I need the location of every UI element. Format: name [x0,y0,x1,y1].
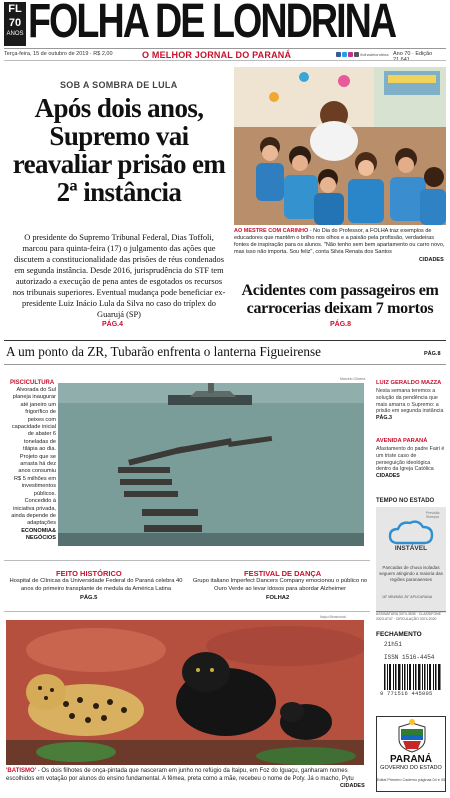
jaguar-photo[interactable] [6,620,364,765]
weather-description: Pancadas de chuva isoladas seguem atingindo a maioria das regiões paranaenses [379,565,443,582]
feito-page-ref[interactable]: PÁG.5 [80,595,98,601]
mid-divider-2 [4,611,370,612]
lead-headline[interactable]: Após dois anos, Supremo vai reavaliar prisão em 2ª instância [12,93,226,207]
facebook-icon [336,52,341,57]
teacher-photo-caption [234,228,446,256]
jaguar-photo-credit: Itaipu Binacional [320,615,346,619]
closing-header: FECHAMENTO [376,631,422,638]
dateline: Terça-feira, 15 de outubro de 2019 · R$ 2,00 [4,51,113,57]
caption3-section[interactable]: CIDADES [340,783,365,789]
instagram-icon [348,52,353,57]
column1-page[interactable]: PÁG.3 [376,415,392,422]
barcode-number: 9 771516 445005 [380,690,433,697]
caption3-body: - Os dois filhotes de onça-pintada que nasceram em junho no refúgio da Itaipu, em Foz do Iguaçu, ganharam nomes escolhidos em votação por alunos do ensino fundamental. A fêmea, preta como a mãe, recebeu o nome de Poty. Já o macho, Pytu [6,768,354,782]
danca-page-ref[interactable]: FOLHA2 [266,595,290,601]
second-headline[interactable]: Acidentes com passageiros em carrocerias deixam 7 mortos [241,282,439,317]
badge-fl: FL [8,3,22,15]
state-seal-icon [377,717,447,755]
column2-text: Afastamento do padre Fairi é um triste caso de perseguição ideológica dentro da Igreja Católica [376,446,445,473]
piscicultura-ref[interactable]: ECONOMIA& NEGÓCIOS [21,527,56,542]
mid-divider [4,560,370,561]
slogan: O MELHOR JORNAL DO PARANÁ [142,50,292,60]
sports-page-ref[interactable]: PÁG.8 [424,351,441,357]
weather-status: INSTÁVEL [394,545,428,552]
caption1-head: AO MESTRE COM CARINHO [234,228,309,234]
header-divider [4,60,446,61]
subscription-info: ASSINATURA 3374-3535 · CLASSIFONE 3323-5747 · CIRCULAÇÃO 3374-2020 [376,612,441,621]
social-icons [336,52,359,57]
teacher-photo-art [234,67,446,225]
weather-source: Previsão Simepar [426,511,440,519]
caption3-head: 'BATISMO' [6,768,37,774]
feito-title[interactable]: FEITO HISTÓRICO [56,569,122,578]
danca-title[interactable]: FESTIVAL DE DANÇA [244,569,322,578]
piscicultura-body [10,387,56,543]
masthead-badge [4,2,26,46]
gov-note: Edital Primeiro Caderno páginas 04 e 05 [376,778,446,782]
column2-title[interactable]: AVENIDA PARANÁ [376,438,428,444]
lead-kicker: SOB A SOMBRA DE LULA [60,80,178,90]
column1-body [376,388,446,422]
teacher-photo[interactable] [234,67,446,225]
column2-body [376,446,446,480]
gov-subtitle: GOVERNO DO ESTADO [380,765,442,771]
column1-text: Nesta semana teremos a solução da pendência que mais amarra o Supremo: a prisão em segunda instância [376,388,444,415]
section-divider-2 [4,364,446,365]
jaguar-photo-art [6,620,364,765]
weather-header: TEMPO NO ESTADO [376,498,435,504]
weather-temperature: 18° MÍN/MÁX 26° APUCARANA [382,595,433,599]
fish-farm-photo-art [58,383,364,546]
lake-photo-credit: Marcelo Oliveira [340,377,366,381]
column2-section[interactable]: CIDADES [376,473,400,480]
gov-name: PARANÁ [389,754,433,765]
fish-farm-photo[interactable] [58,383,364,546]
lead-body: O presidente do Supremo Tribunal Federal, Dias Toffoli, marcou para quinta-feira (17) o julgamento das ações que discutem a constitucionalidade das prisões de réus condenados em segunda instância. Desde 2016, jurisprudência do STF tem autorizado a execução de pena antes de esgotados os recursos nos tribunais superiores. Eventual mudança pode beneficiar ex-presidente Luiz Inácio Lula da Silva no caso do tríplex do Guarujá (SP) [12,233,226,319]
masthead-title: FOLHA DE LONDRINA [28,0,396,48]
issn: ISSN 1516-4454 [384,654,435,661]
masthead-divider [4,48,446,49]
caption1-section[interactable]: CIDADES [419,257,444,263]
badge-anos: ANOS [6,31,24,37]
closing-time: 21h51 [384,641,403,648]
twitter-icon [342,52,347,57]
barcode-icon [384,664,442,690]
badge-70: 70 [8,17,22,29]
jaguar-photo-caption [6,767,364,783]
piscicultura-text: Alvorada do Sul planeja inaugurar até janeiro um frigorífico de peixes com capacidade inicial de abater 6 toneladas de tilápia ao dia. Projeto que se arrasta há dez anos consumiu R$ 5 milhões em investimentos públicos. Concedido à iniciativa privada, ainda depende de adaptações [11,387,56,527]
caption1-body: - No Dia do Professor, a FOLHA traz exemplos de educadores que mantêm o brilho nos olhos e a paixão pela profissão, verdadeiras fontes de inspiração para os alunos. "Não tenho sem bem apartamento ou carro novo, mas isso não importa. Sou feliz", conta Silvia Renata dos Santos [234,228,445,255]
section-divider [4,340,446,341]
lead-page-ref[interactable]: PÁG.4 [102,321,124,328]
youtube-icon [354,52,359,57]
edition-number: Ano 70 · Edição [393,51,433,57]
piscicultura-title[interactable]: PISCICULTURA [10,380,55,386]
social-handle: /folhadelondrina [360,52,389,57]
sports-headline[interactable]: A um ponto da ZR, Tubarão enfrenta o lanterna Figueirense [6,344,321,359]
column1-author[interactable]: LUIZ GERALDO MAZZA [376,380,442,386]
second-page-ref[interactable]: PÁG.8 [330,321,352,328]
danca-body: Grupo italiano Imperfect Dancers Company emocionou o público no Ouro Verde ao levar idosos para abordar Alzheimer [192,578,368,592]
feito-body: Hospital de Clínicas da Universidade Federal do Paraná celebra 40 anos do primeiro transplante de medula da América Latina [9,578,183,592]
